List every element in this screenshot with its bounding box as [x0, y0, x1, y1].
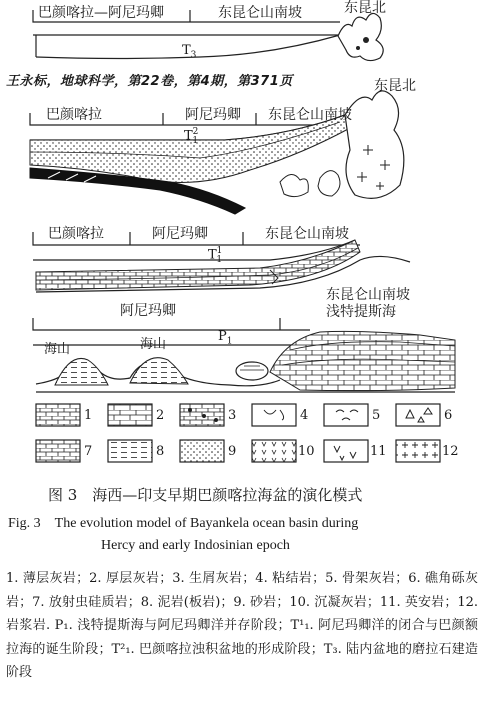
seamount-label-2: 海山: [140, 337, 167, 352]
legend-num-12: 12: [442, 444, 459, 459]
t12-label-2: 阿尼玛卿: [185, 107, 241, 123]
p1-label-2: 东昆仑山南坡: [326, 287, 410, 303]
legend-num-4: 4: [300, 408, 309, 423]
citation-handwriting: 王永标，地球科学，第22卷，第4期，第371页: [6, 74, 293, 89]
legend-box-9: [180, 440, 224, 462]
legend-box-10: [252, 440, 296, 462]
legend-box-3: [180, 404, 224, 426]
figure-caption-cn: 图 3 海西—印支早期巴颜喀拉海盆的演化模式: [48, 486, 363, 504]
p1-stage-label: $P_1$: [218, 329, 233, 347]
legend-box-12: [396, 440, 440, 462]
t3-stage-label: $T_3$: [182, 43, 197, 61]
t3-left-label: 巴颜喀拉—阿尼玛卿: [38, 5, 164, 21]
legend-num-11: 11: [370, 444, 387, 459]
t12-stage-label: $T^2_1$: [184, 127, 199, 146]
legend-box-8: [108, 440, 152, 462]
p1-label-1: 阿尼玛卿: [120, 303, 176, 319]
legend-num-8: 8: [156, 444, 165, 459]
figure-caption-en-line1: Fig. 3 The evolution model of Bayankela ocean basin during: [8, 516, 359, 531]
p1-label-3: 浅特提斯海: [326, 304, 396, 320]
legend-box-4: [252, 404, 296, 426]
panel-p1: [33, 318, 455, 392]
t12-right-label: 东昆北: [374, 78, 416, 94]
legend-num-5: 5: [372, 408, 381, 423]
legend-num-6: 6: [444, 408, 453, 423]
t11-label-2: 阿尼玛卿: [152, 226, 208, 242]
legend-num-2: 2: [156, 408, 165, 423]
figure-caption-en-line2: Hercy and early Indosinian epoch: [101, 538, 290, 553]
seamount-label-1: 海山: [44, 342, 71, 357]
legend-box-5: [324, 404, 368, 426]
legend-num-1: 1: [84, 408, 93, 423]
t11-label-3: 东昆仑山南坡: [265, 226, 349, 242]
t11-label-1: 巴颜喀拉: [48, 226, 104, 242]
t12-label-1: 巴颜喀拉: [46, 107, 102, 123]
legend-box-6: [396, 404, 440, 426]
legend-num-9: 9: [228, 444, 237, 459]
t3-mid-label: 东昆仑山南坡: [218, 5, 302, 21]
t11-stage-label: $T^1_1$: [208, 246, 223, 265]
legend-box-1: [36, 404, 80, 426]
t3-right-label: 东昆北: [344, 0, 386, 16]
legend-num-10: 10: [298, 444, 315, 459]
legend-box-11: [324, 440, 368, 462]
t12-label-3: 东昆仑山南坡: [268, 107, 352, 123]
legend-notes: 1. 薄层灰岩；2. 厚层灰岩；3. 生屑灰岩；4. 粘结岩；5. 骨架灰岩；6. 礁角砾灰岩；7. 放射虫硅质岩；8. 泥岩(板岩)；9. 砂岩；10. 沉凝灰岩；11. 英安岩；12. 岩浆岩. P₁. 浅特提斯海与阿尼玛卿洋并存阶段；T¹₁. 阿尼玛卿洋的闭合与巴颜额拉海的诞生阶段；T²₁. 巴颜喀拉浊积盆地的形成阶段；T₃. 陆内盆地的磨拉石建造阶段: [6, 571, 478, 680]
legend-box-2: [108, 404, 152, 426]
legend-num-3: 3: [228, 408, 237, 423]
legend-num-7: 7: [84, 444, 93, 459]
legend-box-7: [36, 440, 80, 462]
